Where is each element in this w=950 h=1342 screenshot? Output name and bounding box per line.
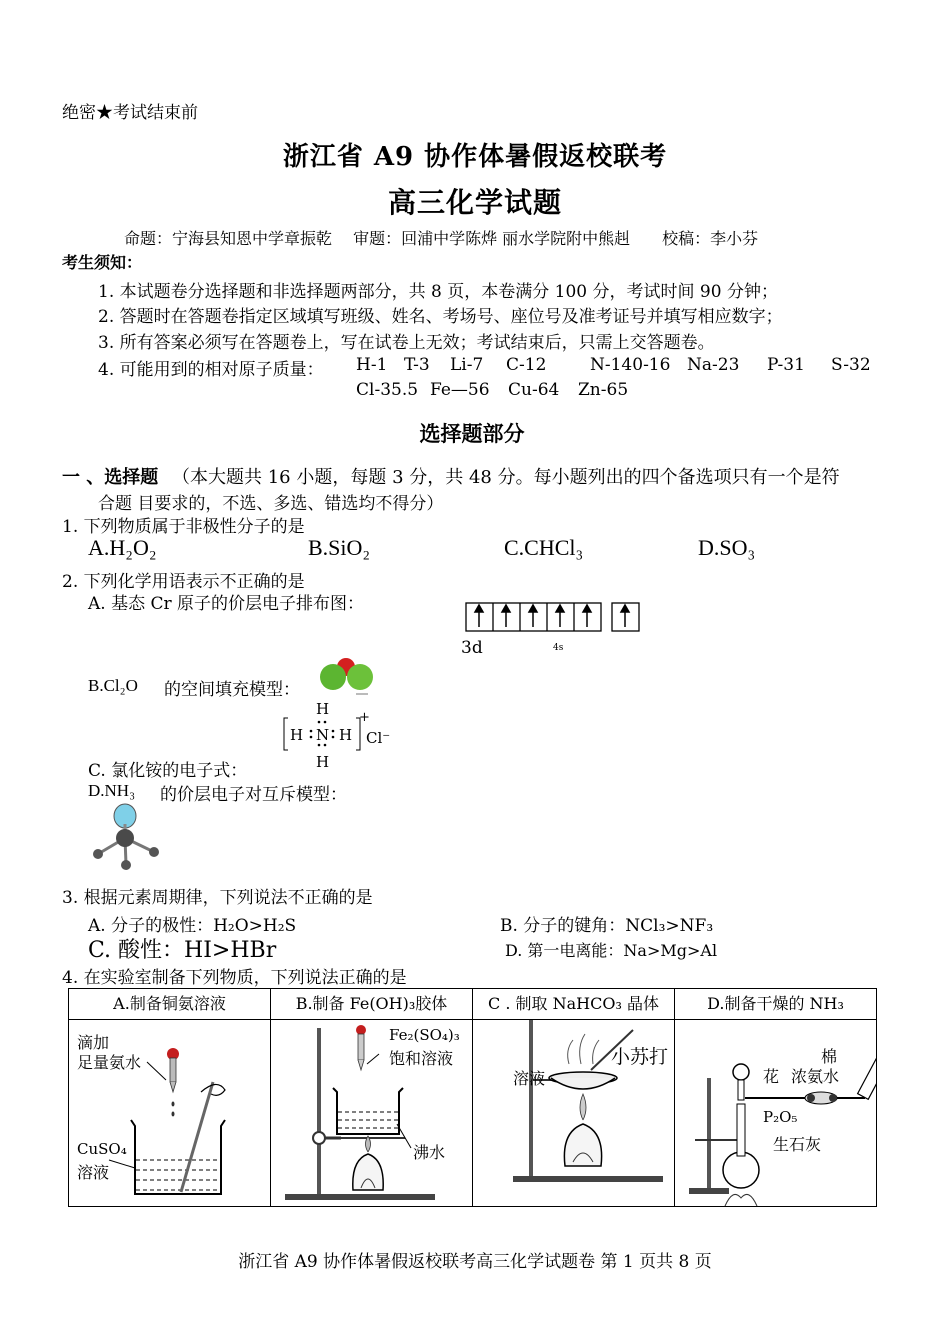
notice-heading: 考生须知： bbox=[62, 253, 143, 272]
orbital-label-3d: 3d bbox=[461, 638, 483, 658]
nh4-n: N bbox=[316, 726, 330, 744]
q4-header-d: D.制备干燥的 NH₃ bbox=[675, 989, 877, 1020]
mass-cu: Cu-64 bbox=[508, 380, 560, 400]
mass-p: P-31 bbox=[767, 355, 805, 375]
mass-h: H-1 bbox=[356, 355, 388, 375]
label-baking-soda: 小苏打 bbox=[611, 1046, 669, 1068]
part1-desc-1: （本大题共 16 小题，每题 3 分，共 48 分。每小题列出的四个备选项只有一个是符 bbox=[172, 467, 840, 488]
q1-option-b: B.SiO₂ bbox=[308, 535, 371, 560]
nh4-h-left: H bbox=[290, 726, 304, 744]
label-cuso4: CuSO₄ bbox=[77, 1140, 127, 1158]
q2-option-a: A. 基态 Cr 原子的价层电子排布图： bbox=[88, 594, 365, 614]
label-cotton: 棉 bbox=[821, 1047, 838, 1066]
q3-option-a: A. 分子的极性：H₂O>H₂S bbox=[88, 916, 297, 936]
mass-li: Li-7 bbox=[450, 355, 484, 375]
notice-item-4-label: 4. 可能用到的相对原子质量： bbox=[98, 360, 324, 380]
q4-panel-b bbox=[271, 1020, 473, 1207]
nh4-h-top: H bbox=[316, 700, 330, 718]
section-title: 选择题部分 bbox=[419, 421, 525, 446]
label-flower: 花 bbox=[763, 1067, 780, 1086]
label-boiling-water: 沸水 bbox=[413, 1143, 446, 1162]
label-ammonia: 足量氨水 bbox=[77, 1053, 142, 1072]
label-fe2so43: Fe₂(SO₄)₃ bbox=[389, 1026, 460, 1044]
mass-cl: Cl-35.5 bbox=[356, 380, 419, 400]
q4-header-b: B.制备 Fe(OH)₃胶体 bbox=[271, 989, 473, 1020]
notice-item-3: 3. 所有答案必须写在答题卷上，写在试卷上无效；考试结束后，只需上交答题卷。 bbox=[98, 333, 715, 353]
mass-fe: Fe—56 bbox=[430, 380, 490, 400]
q1-option-d: D.SO₃ bbox=[698, 535, 756, 560]
q4-stem: 4. 在实验室制备下列物质，下列说法正确的是 bbox=[62, 968, 407, 988]
q1-stem: 1. 下列物质属于非极性分子的是 bbox=[62, 517, 305, 537]
q1-option-c: C.CHCl₃ bbox=[504, 535, 584, 560]
q2-option-b-formula: B.Cl₂O bbox=[88, 676, 138, 695]
mass-s: S-32 bbox=[831, 355, 871, 375]
chloride-ion: Cl⁻ bbox=[366, 729, 391, 747]
q4-header-a: A.制备铜氨溶液 bbox=[69, 989, 271, 1020]
label-quicklime: 生石灰 bbox=[773, 1135, 822, 1154]
nh3-vsepr-model bbox=[86, 802, 166, 874]
authors-line: 命题：宁海县知恩中学章振乾 审题：回浦中学陈烨 丽水学院附中熊赳 校稿：李小芬 bbox=[124, 229, 759, 248]
nh4-h-right: H bbox=[339, 726, 353, 744]
mass-c: C-12 bbox=[506, 355, 547, 375]
q4-apparatus-table bbox=[68, 988, 877, 1207]
part1-desc-2: 合题 目要求的，不选、多选、错选均不得分） bbox=[98, 494, 444, 514]
q4-header-c: C . 制取 NaHCO₃ 晶体 bbox=[473, 989, 675, 1020]
nh4-h-bottom: H bbox=[316, 753, 330, 771]
exam-subtitle: 高三化学试题 bbox=[387, 186, 562, 219]
notice-item-1: 1. 本试题卷分选择题和非选择题两部分，共 8 页，本卷满分 100 分，考试时间 90 分钟； bbox=[98, 282, 778, 302]
label-solution: 溶液 bbox=[77, 1163, 110, 1182]
q4-panel-d bbox=[675, 1020, 877, 1207]
orbital-label-4s: 4s bbox=[553, 643, 564, 653]
secrecy-label: 绝密★考试结束前 bbox=[62, 103, 198, 123]
exam-title: 浙江省 A9 协作体暑假返校联考 bbox=[282, 142, 668, 172]
q3-option-d: D. 第一电离能：Na>Mg>Al bbox=[505, 941, 718, 960]
label-add: 滴加 bbox=[77, 1033, 110, 1052]
q3-stem: 3. 根据元素周期律，下列说法不正确的是 bbox=[62, 888, 373, 908]
q3-option-b: B. 分子的键角：NCl₃>NF₃ bbox=[500, 916, 714, 936]
q2-stem: 2. 下列化学用语表示不正确的是 bbox=[62, 572, 305, 592]
part1-label: 一 、选择题 bbox=[62, 467, 159, 488]
label-conc-ammonia: 浓氨水 bbox=[791, 1067, 840, 1086]
mass-zn: Zn-65 bbox=[578, 380, 629, 400]
q4-panel-a bbox=[69, 1020, 271, 1207]
label-saturated: 饱和溶液 bbox=[389, 1049, 454, 1068]
orbital-diagram bbox=[464, 600, 644, 634]
notice-item-2: 2. 答题时在答题卷指定区域填写班级、姓名、考场号、座位号及准考证号并填写相应数字； bbox=[98, 307, 783, 327]
label-p2o5: P₂O₅ bbox=[763, 1108, 798, 1126]
q1-option-a: A.H₂O₂ bbox=[88, 535, 157, 560]
mass-n-o: N-140-16 bbox=[590, 355, 671, 375]
q2-option-b-text: 的空间填充模型： bbox=[164, 680, 300, 700]
cl2o-spacefill-model bbox=[316, 656, 378, 696]
page-footer: 浙江省 A9 协作体暑假返校联考高三化学试题卷 第 1 页共 8 页 bbox=[238, 1252, 712, 1272]
q3-option-c: C. 酸性：HI>HBr bbox=[88, 938, 277, 963]
q4-panel-c bbox=[473, 1020, 675, 1207]
label-c-solution: 溶液 bbox=[513, 1069, 546, 1088]
q2-option-d-formula: D.NH₃ bbox=[88, 781, 136, 800]
q2-option-c: C. 氯化铵的电子式： bbox=[88, 761, 248, 781]
q2-option-d-text: 的价层电子对互斥模型： bbox=[160, 785, 347, 805]
mass-na: Na-23 bbox=[687, 355, 740, 375]
nh4-charge: + bbox=[359, 710, 370, 725]
mass-t: T-3 bbox=[404, 355, 430, 375]
